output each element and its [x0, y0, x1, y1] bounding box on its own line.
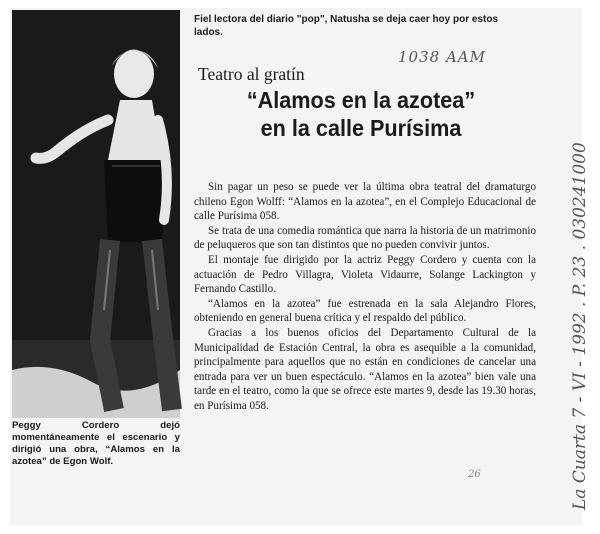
- section-title: Teatro al gratín: [198, 64, 305, 84]
- side-note-handwritten: [548, 14, 590, 512]
- headline-line-2: en la calle Purísima: [260, 115, 462, 141]
- margin-mark: 26: [468, 469, 481, 480]
- side-note-text: La Cuarta 7 - VI - 1992 . P. 23 . 030241000: [570, 142, 590, 510]
- archive-code-handwritten: 1038 AAM: [398, 48, 486, 66]
- actress-illustration: [12, 10, 180, 418]
- paragraph: “Alamos en la azotea” fue estrenada en la sala Alejandro Flores, obteniendo en general buena crítica y el respaldo del público.: [194, 297, 536, 325]
- headline: [200, 86, 522, 142]
- paragraph: Se trata de una comedia romántica que narra la historia de un matrimonio de peluqueros que son tan distintos que no pueden convivir juntos.: [194, 224, 536, 252]
- article-body: [194, 180, 536, 414]
- headline-line-1: “Alamos en la azotea”: [246, 87, 476, 113]
- paragraph: Gracias a los buenos oficios del Departamento Cultural de la Municipalidad de Estación Central, la obra es asequible a la comunidad, principalmente para aquellos que no están en condiciones de cancelar una entrada para ver un buen espectáculo. “Alamos en la azotea” bien vale una tarde en el teatro, como la que se ofrece este martes 9, desde las 19.30 horas, en Purísima 058.: [194, 326, 536, 412]
- actress-photo: [12, 10, 180, 418]
- paragraph: Sin pagar un peso se puede ver la última obra teatral del dramaturgo chileno Egon Wolff: “Alamos en la azotea”, en el Complejo Educacional de calle Purísima 058.: [194, 181, 536, 223]
- paragraph: El montaje fue dirigido por la actriz Peggy Cordero y cuenta con la actuación de Pedro Villagra, Violeta Vidaurre, Solange Lackington y Fernando Castillo.: [194, 253, 536, 296]
- lead-caption: Fiel lectora del diario "pop", Natusha se deja caer hoy por estos lados.: [194, 14, 499, 38]
- photo-caption: Peggy Cordero dejó momentáneamente el escenario y dirigió una obra, “Alamos en la azotea” de Egon Wolf.: [12, 420, 180, 467]
